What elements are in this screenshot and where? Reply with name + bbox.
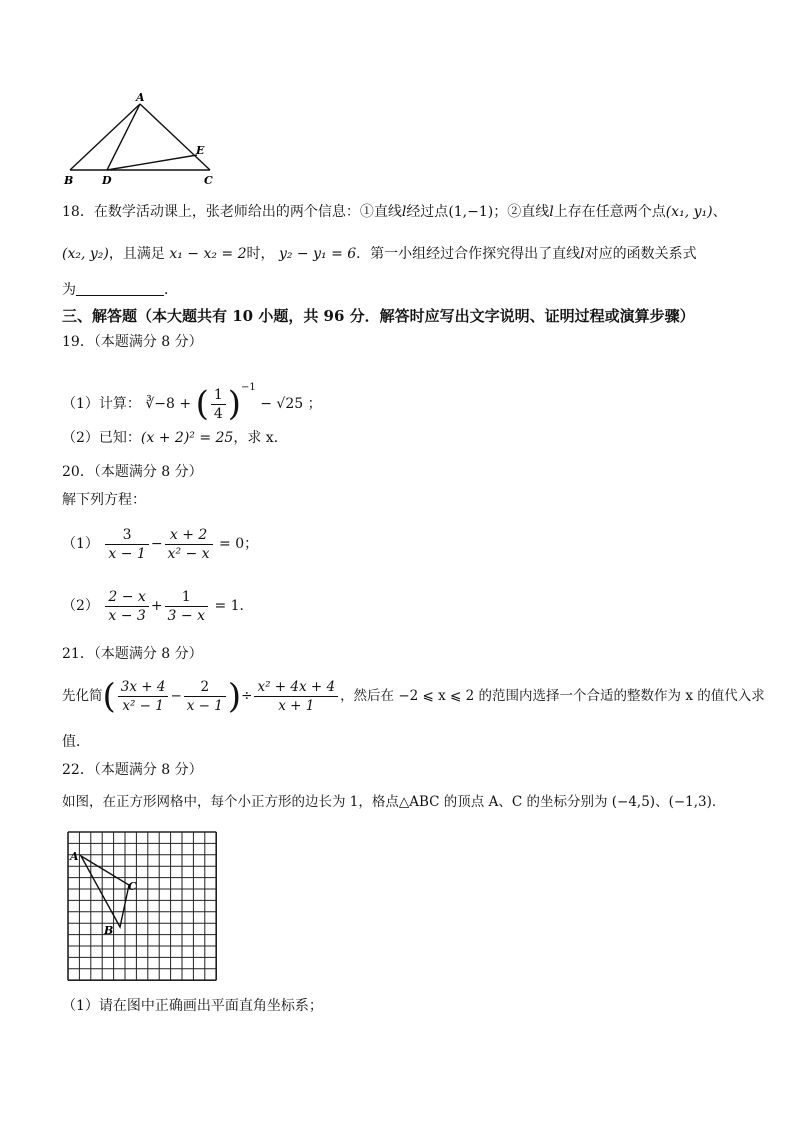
q20-part2: [62, 586, 254, 626]
q18-text: ，且满足: [108, 246, 165, 262]
q18-point: (x₂, y₂): [62, 246, 109, 262]
q19-part2-tail: ，求 x．: [233, 430, 288, 446]
q20-part1: [62, 524, 258, 564]
q18-text: 对应的函数关系式: [584, 246, 697, 262]
q18-point: (x₁, y₁): [665, 204, 713, 220]
operator: −: [170, 688, 182, 704]
q18-text: 时，: [246, 246, 275, 262]
grid-figure: [66, 830, 220, 984]
q18-text: 上存在任意两个点: [553, 204, 666, 220]
numerator: 2: [184, 678, 226, 697]
denominator: x² − x: [167, 545, 210, 562]
operator: ÷: [241, 688, 253, 704]
numerator: 2 − x: [105, 588, 148, 607]
numerator: 3x + 4: [118, 678, 169, 697]
section-heading: 三、解答题（本大题共有 10 小题，共 96 分．解答时应写出文字说明、证明过程或演算步骤）: [62, 307, 695, 325]
numerator: 1: [165, 588, 208, 607]
label-c: C: [204, 174, 213, 187]
triangle-figure: [60, 88, 220, 188]
fraction: [211, 386, 226, 423]
q18-l: l: [549, 204, 554, 220]
q18-text: 、: [712, 204, 727, 220]
q19-part1-expr: − √25 ；: [260, 396, 322, 412]
q18-condition: y₂ − y₁ = 6: [278, 246, 357, 262]
numerator: x² + 4x + 4: [254, 678, 338, 697]
numerator: 1: [211, 386, 226, 405]
fraction: [184, 678, 226, 715]
q22-heading: 22．（本题满分 8 分）: [62, 762, 203, 778]
grid-label-a: A: [70, 850, 79, 863]
denominator: 4: [213, 405, 223, 422]
label-d: D: [102, 174, 112, 187]
q22-text: 如图，在正方形网格中，每个小正方形的边长为 1，格点△ABC 的顶点 A、C 的坐标分别为 (−4,5)、(−1,3)．: [62, 794, 726, 810]
label-b: B: [64, 174, 74, 187]
q18-text: ．: [164, 282, 178, 298]
right-paren: ): [227, 676, 242, 717]
grid-label-b: B: [104, 924, 114, 937]
segment-de: [107, 155, 197, 170]
q19-heading: 19．（本题满分 8 分）: [62, 334, 203, 350]
operator: +: [150, 598, 163, 614]
q18-line3: [62, 280, 178, 300]
q20-intro: 解下列方程：: [62, 492, 146, 508]
q18-condition: x₁ − x₂ = 2: [169, 246, 247, 262]
fraction: [165, 526, 213, 563]
q19-part1: [62, 368, 322, 424]
label-a: A: [136, 91, 145, 104]
q18-point: (1,−1): [448, 204, 494, 220]
grid-lines: [68, 832, 216, 980]
q18-line2: [62, 244, 697, 264]
q18-l: l: [401, 204, 407, 220]
fraction: [105, 526, 148, 563]
fraction: [254, 678, 338, 715]
fraction: [165, 588, 208, 625]
denominator: x + 1: [278, 698, 315, 714]
q22-part1: （1）请在图中正确画出平面直角坐标系；: [62, 998, 323, 1014]
segment-ab: [70, 104, 140, 170]
segment-ad: [107, 104, 140, 170]
numerator: x + 2: [165, 526, 213, 545]
denominator: x − 3: [108, 607, 146, 624]
q20-part2-tail: = 1．: [214, 598, 254, 614]
denominator: 3 − x: [167, 607, 205, 624]
q18-line1: [62, 202, 727, 222]
q19-part2: [62, 428, 288, 448]
q20-part1-label: （1）: [62, 536, 99, 552]
q20-part2-label: （2）: [62, 598, 99, 614]
fraction: [118, 678, 169, 715]
numerator: 3: [105, 526, 148, 545]
q19-part1-expr: ∛−8 +: [145, 396, 192, 412]
q18-text: 为: [62, 282, 76, 298]
grid-label-c: C: [128, 880, 137, 893]
fraction: [105, 588, 148, 625]
q19-part2-label: （2）已知：: [62, 430, 141, 446]
q19-part1-label: （1）计算：: [62, 396, 141, 412]
q21-heading: 21．（本题满分 8 分）: [62, 646, 203, 662]
answer-blank: [76, 281, 164, 296]
left-paren: (: [102, 676, 116, 717]
q18-text: 18．在数学活动课上，张老师给出的两个信息：①直线: [62, 204, 402, 220]
exponent: −1: [241, 382, 256, 393]
operator: −: [150, 536, 163, 552]
q21-body: [62, 676, 765, 716]
denominator: x² − 1: [122, 698, 164, 714]
q18-l: l: [580, 246, 585, 262]
right-paren: ): [227, 384, 242, 424]
q18-text: ；②直线: [493, 204, 550, 220]
denominator: x − 1: [108, 545, 146, 562]
q18-text: 经过点: [406, 204, 449, 220]
q21-tail2: 值．: [62, 734, 90, 750]
label-e: E: [196, 144, 205, 157]
denominator: x − 1: [186, 698, 223, 714]
q20-part1-tail: = 0；: [219, 536, 259, 552]
segment-ac: [140, 104, 210, 170]
q19-part2-expr: (x + 2)² = 25: [140, 430, 234, 446]
q20-heading: 20．（本题满分 8 分）: [62, 464, 203, 480]
q21-lead: 先化简: [62, 688, 103, 704]
q21-tail: ，然后在 −2 ⩽ x ⩽ 2 的范围内选择一个合适的整数作为 x 的值代入求: [340, 688, 765, 704]
q18-text: ．第一小组经过合作探究得出了直线: [356, 246, 581, 262]
left-paren: (: [195, 384, 209, 424]
